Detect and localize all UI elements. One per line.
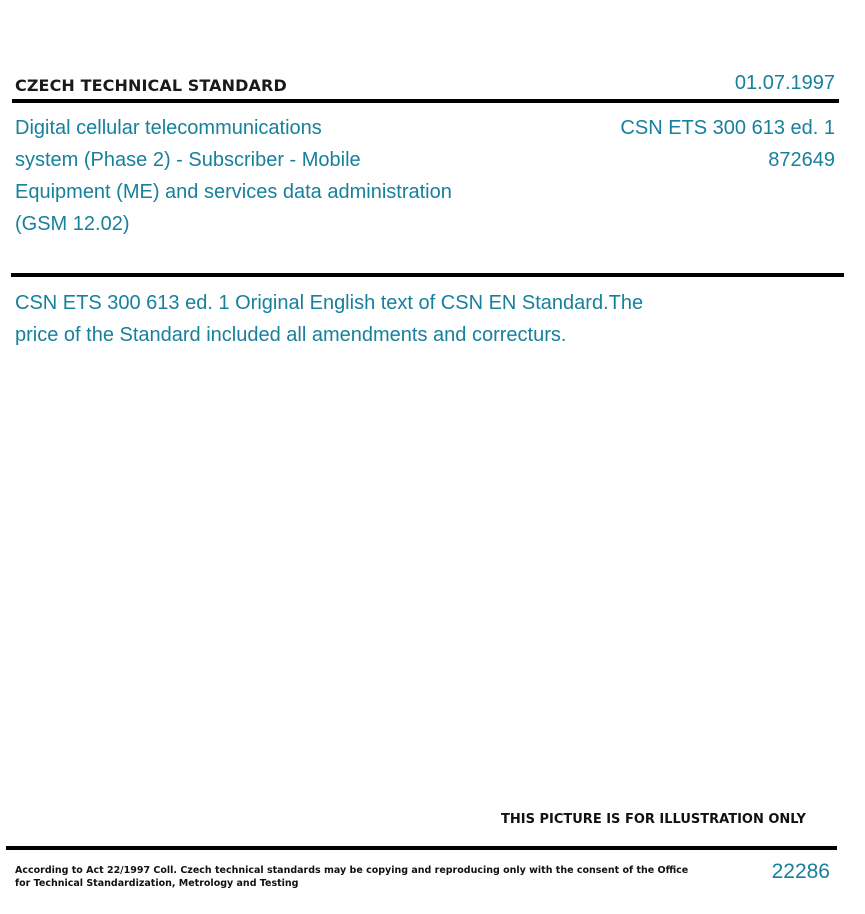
legal-line: for Technical Standardization, Metrology and Testing — [15, 878, 299, 889]
legal-notice — [15, 864, 688, 890]
description-line: price of the Standard included all amendments and correcturs. — [15, 324, 567, 346]
publication-date: 01.07.1997 — [734, 72, 835, 94]
illustration-notice: THIS PICTURE IS FOR ILLUSTRATION ONLY — [501, 812, 806, 827]
standard-title — [15, 112, 515, 240]
standard-description — [15, 287, 715, 351]
title-line: Equipment (ME) and services data administration — [15, 181, 452, 203]
standard-code: CSN ETS 300 613 ed. 1 — [620, 117, 835, 139]
title-line: system (Phase 2) - Subscriber - Mobile — [15, 149, 361, 171]
legal-line: According to Act 22/1997 Coll. Czech technical standards may be copying and reproducing only with the consent of the Office — [15, 865, 689, 876]
middle-divider — [11, 273, 844, 277]
standard-number: 872649 — [768, 149, 835, 171]
document-heading: CZECH TECHNICAL STANDARD — [15, 76, 287, 95]
description-line: CSN ETS 300 613 ed. 1 Original English text of CSN EN Standard.The — [15, 292, 644, 314]
title-line: Digital cellular telecommunications — [15, 117, 322, 139]
title-line: (GSM 12.02) — [15, 213, 130, 235]
top-divider — [12, 99, 839, 103]
bottom-divider — [6, 846, 837, 850]
catalog-number: 22286 — [771, 860, 830, 883]
standard-identifiers — [620, 112, 835, 176]
